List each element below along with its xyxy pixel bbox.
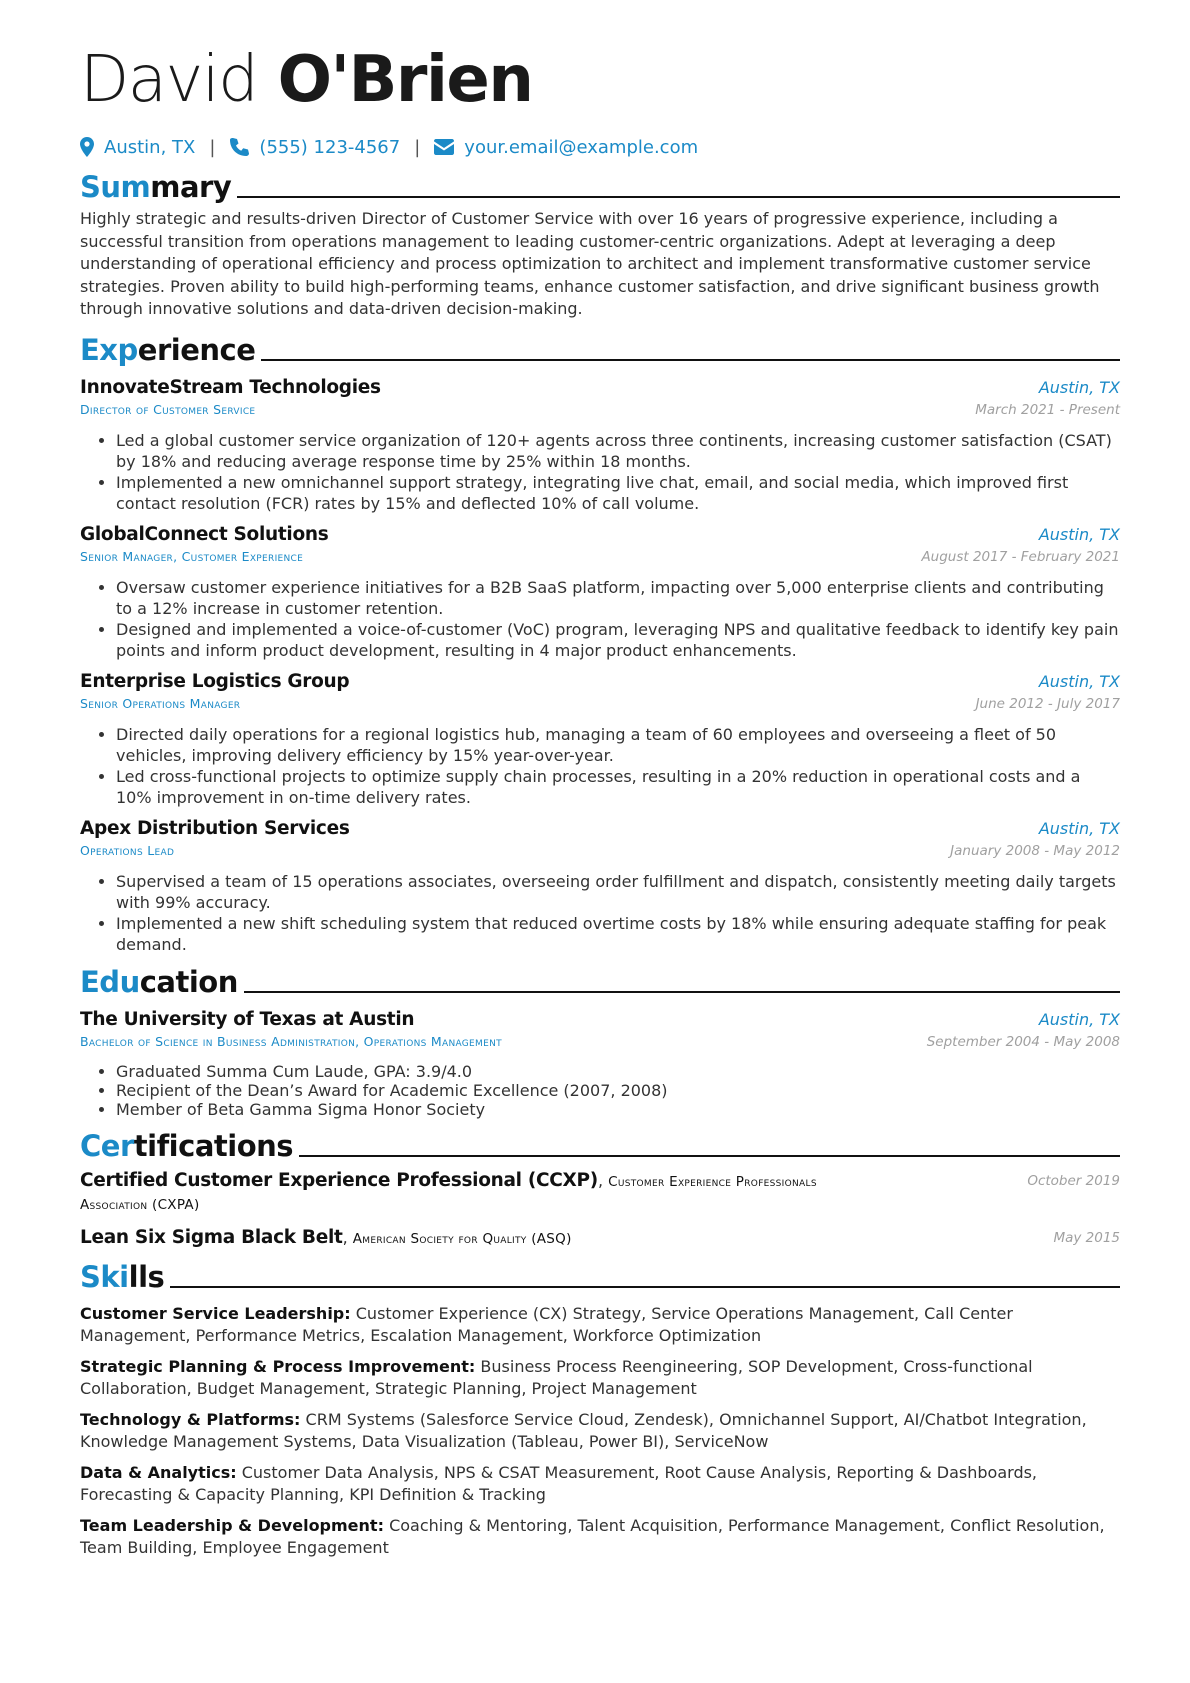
job-dates: January 2008 - May 2012 xyxy=(950,842,1120,859)
certification-date: October 2019 xyxy=(1027,1172,1120,1189)
phone-text: (555) 123-4567 xyxy=(259,136,401,158)
summary-text: Highly strategic and results-driven Director of Customer Service with over 16 years of progressive experience, including a successful transition from operations management to leading customer-centric organizations. Adept at leveraging a deep understanding of operational efficiency and process optimization to architect and implement transformative customer service strategies. Proven ability to build high-performing teams, enhance customer satisfaction, and drive significant business growth through innovative solutions and data-driven decision-making. xyxy=(80,209,1100,319)
job-title: Operations Lead xyxy=(80,842,175,858)
bullet-list xyxy=(80,871,1120,955)
certification-date: May 2015 xyxy=(1053,1229,1120,1246)
envelope-icon xyxy=(434,139,454,155)
location-text: Austin, TX xyxy=(104,136,196,158)
phone-icon xyxy=(229,137,249,157)
section-rule xyxy=(244,991,1120,993)
job-dates: June 2012 - July 2017 xyxy=(975,695,1120,712)
skill-group xyxy=(80,1462,1120,1506)
job-title: Director of Customer Service xyxy=(80,401,256,417)
company-name: GlobalConnect Solutions xyxy=(80,523,329,545)
job-location: Austin, TX xyxy=(1038,377,1120,397)
experience-entry xyxy=(80,376,1120,514)
bullet-item: • Implemented a new omnichannel support strategy, integrating live chat, email, and social media, which improved first contact resolution (FCR) rates by 15% and deflected 10% of call volume. xyxy=(116,472,1120,514)
skill-items: Customer Data Analysis, NPS & CSAT Measurement, Root Cause Analysis, Reporting & Dashboards, Forecasting & Capacity Planning, KPI Definition & Tracking xyxy=(80,1462,1038,1504)
section-rule xyxy=(299,1155,1120,1157)
bullet-item: • Directed daily operations for a regional logistics hub, managing a team of 60 employees and overseeing a fleet of 50 vehicles, improving delivery efficiency by 15% year-over-year. xyxy=(116,724,1120,766)
skill-label: Technology & Platforms: xyxy=(80,1409,301,1429)
bullet-list xyxy=(80,1062,1120,1119)
skill-label: Team Leadership & Development: xyxy=(80,1515,384,1535)
section-title-skills: Skills xyxy=(80,1258,1120,1294)
resume-page xyxy=(80,38,1120,1559)
bullet-item: • Oversaw customer experience initiatives for a B2B SaaS platform, impacting over 5,000 enterprise clients and contributing to a 12% increase in customer retention. xyxy=(116,577,1120,619)
skill-items: CRM Systems (Salesforce Service Cloud, Zendesk), Omnichannel Support, AI/Chatbot Integration, Knowledge Management Systems, Data Visualization (Tableau, Power BI), ServiceNow xyxy=(80,1409,1087,1451)
education-entry xyxy=(80,1008,1120,1119)
education-dates: September 2004 - May 2008 xyxy=(926,1033,1120,1050)
school-location: Austin, TX xyxy=(1038,1009,1120,1029)
degree: Bachelor of Science in Business Administration, Operations Management xyxy=(80,1033,502,1049)
section-rule xyxy=(170,1286,1120,1288)
certification-entry: Certified Customer Experience Professional (CCXP), Customer Experience Professionals Association (CXPA) October 2019 xyxy=(80,1169,1120,1216)
section-title-summary: Summary xyxy=(80,168,1120,204)
bullet-item: • Graduated Summa Cum Laude, GPA: 3.9/4.0 xyxy=(116,1062,1120,1081)
contact-separator: | xyxy=(209,136,216,158)
email-link[interactable]: your.email@example.com xyxy=(464,136,699,158)
first-name: David xyxy=(80,43,258,117)
certification-title: Lean Six Sigma Black Belt xyxy=(80,1226,343,1248)
contact-separator: | xyxy=(414,136,421,158)
section-rule xyxy=(237,196,1120,198)
bullet-list xyxy=(80,724,1120,808)
bullet-list xyxy=(80,577,1120,661)
bullet-item: • Designed and implemented a voice-of-customer (VoC) program, leveraging NPS and qualitative feedback to identify key pain points and inform product development, resulting in 4 major product enhancements. xyxy=(116,619,1120,661)
certification-issuer: American Society for Quality (ASQ) xyxy=(352,1230,572,1247)
school-name: The University of Texas at Austin xyxy=(80,1008,415,1030)
job-dates: March 2021 - Present xyxy=(975,401,1120,418)
skill-items: Coaching & Mentoring, Talent Acquisition, Performance Management, Conflict Resolution, Team Building, Employee Engagement xyxy=(80,1515,1105,1557)
last-name: O'Brien xyxy=(277,43,533,117)
bullet-item: • Member of Beta Gamma Sigma Honor Society xyxy=(116,1100,1120,1119)
certification-issuer: Customer Experience Professionals Association (CXPA) xyxy=(80,1173,817,1213)
job-location: Austin, TX xyxy=(1038,524,1120,544)
candidate-name xyxy=(80,38,1120,122)
skill-label: Strategic Planning & Process Improvement: xyxy=(80,1356,476,1376)
section-title-experience: Experience xyxy=(80,331,1120,367)
job-title: Senior Operations Manager xyxy=(80,695,241,711)
skill-label: Data & Analytics: xyxy=(80,1462,237,1482)
skill-group xyxy=(80,1303,1120,1347)
bullet-item: • Supervised a team of 15 operations associates, overseeing order fulfillment and dispatch, consistently meeting daily targets with 99% accuracy. xyxy=(116,871,1120,913)
contact-bar xyxy=(80,132,1120,162)
experience-entry xyxy=(80,523,1120,661)
section-title-education: Education xyxy=(80,963,1120,999)
bullet-list xyxy=(80,430,1120,514)
company-name: Apex Distribution Services xyxy=(80,817,350,839)
certification-entry: Lean Six Sigma Black Belt, American Society for Quality (ASQ) May 2015 xyxy=(80,1226,1120,1248)
bullet-item: • Implemented a new shift scheduling system that reduced overtime costs by 18% while ensuring adequate staffing for peak demand. xyxy=(116,913,1120,955)
section-rule xyxy=(261,359,1120,361)
skill-items: Business Process Reengineering, SOP Development, Cross-functional Collaboration, Budget Management, Strategic Planning, Project Management xyxy=(80,1356,1033,1398)
job-title: Senior Manager, Customer Experience xyxy=(80,548,304,564)
job-location: Austin, TX xyxy=(1038,818,1120,838)
certification-title: Certified Customer Experience Professional (CCXP) xyxy=(80,1169,598,1191)
bullet-item: • Recipient of the Dean’s Award for Academic Excellence (2007, 2008) xyxy=(116,1081,1120,1100)
experience-entry xyxy=(80,670,1120,808)
job-dates: August 2017 - February 2021 xyxy=(921,548,1120,565)
skill-items: Customer Experience (CX) Strategy, Service Operations Management, Call Center Management, Performance Metrics, Escalation Management, Workforce Optimization xyxy=(80,1303,1013,1345)
section-title-certifications: Certifications xyxy=(80,1127,1120,1163)
job-location: Austin, TX xyxy=(1038,671,1120,691)
skill-label: Customer Service Leadership: xyxy=(80,1303,351,1323)
map-pin-icon xyxy=(80,137,94,157)
bullet-item: • Led cross-functional projects to optimize supply chain processes, resulting in a 20% reduction in operational costs and a 10% improvement in on-time delivery rates. xyxy=(116,766,1120,808)
company-name: InnovateStream Technologies xyxy=(80,376,381,398)
experience-entry xyxy=(80,817,1120,955)
bullet-item: • Led a global customer service organization of 120+ agents across three continents, increasing customer satisfaction (CSAT) by 18% and reducing average response time by 25% within 18 months. xyxy=(116,430,1120,472)
skill-group xyxy=(80,1356,1120,1400)
skill-group xyxy=(80,1409,1120,1453)
company-name: Enterprise Logistics Group xyxy=(80,670,350,692)
skill-group xyxy=(80,1515,1120,1559)
